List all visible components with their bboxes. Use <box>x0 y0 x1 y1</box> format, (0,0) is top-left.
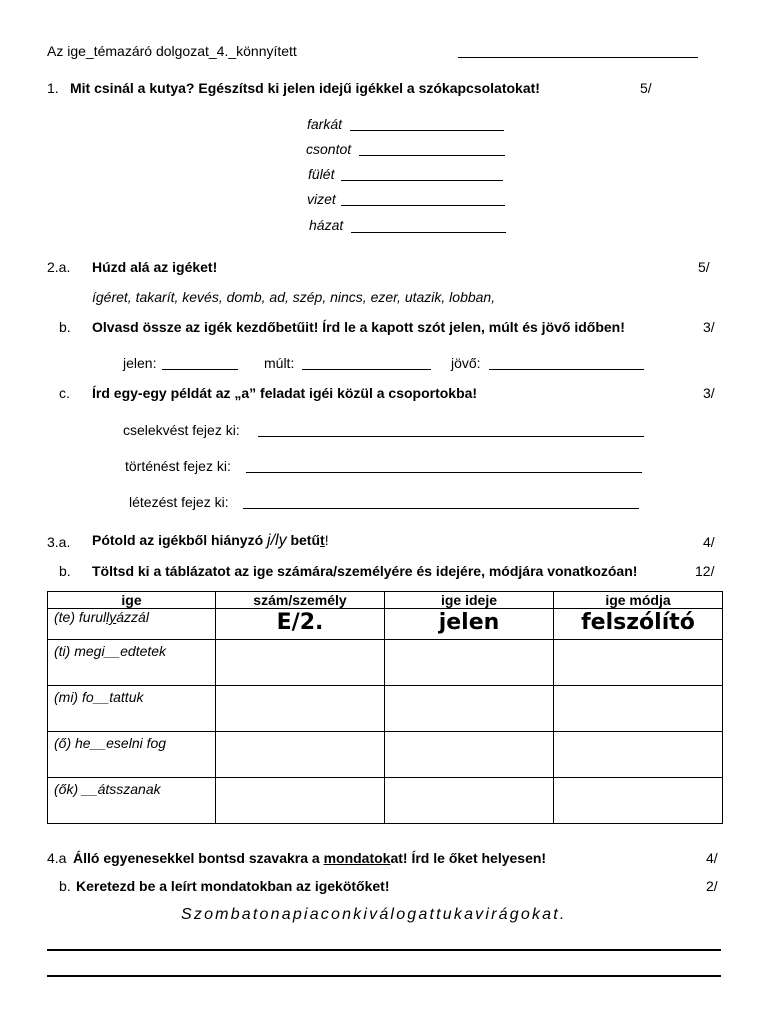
task3b-number: b. <box>59 563 71 579</box>
example-verb: (te) furullyázzál <box>48 609 216 640</box>
task1-number: 1. <box>47 80 59 96</box>
tense-cell[interactable] <box>385 640 554 686</box>
task1-answer-line[interactable] <box>341 180 503 181</box>
task3b-instruction: Töltsd ki a táblázatot az ige számára/személyére és idejére, módjára vonatkozóan! <box>92 563 638 579</box>
unsegmented-sentence: Szombatonapiaconkiválogattukavirágokat. <box>181 906 567 923</box>
task4b-points: 2/ <box>706 878 718 894</box>
event-answer-line[interactable] <box>246 472 642 473</box>
number-person-cell[interactable] <box>216 686 385 732</box>
number-person-cell[interactable] <box>216 640 385 686</box>
table-header: ige módja <box>554 592 723 609</box>
example-tense: jelen <box>385 609 554 640</box>
answer-line[interactable] <box>47 975 721 977</box>
tense-cell[interactable] <box>385 778 554 824</box>
task2a-word-list[interactable]: ígéret, takarít, kevés, domb, ad, szép, nincs, ezer, utazik, lobban, <box>92 289 496 305</box>
example-number-person: E/2. <box>216 609 385 640</box>
being-label: létezést fejez ki: <box>129 494 229 510</box>
answer-line[interactable] <box>47 949 721 951</box>
action-label: cselekvést fejez ki: <box>123 422 240 438</box>
task2b-number: b. <box>59 319 71 335</box>
table-row-example <box>48 609 723 640</box>
verb-cell[interactable]: (ő) he__eselni fog <box>48 732 216 778</box>
mood-cell[interactable] <box>554 640 723 686</box>
task2a-points: 5/ <box>698 259 710 275</box>
tense-cell[interactable] <box>385 732 554 778</box>
table-header: ige <box>48 592 216 609</box>
present-label: jelen: <box>123 355 157 371</box>
task2a-instruction: Húzd alá az igéket! <box>92 259 218 275</box>
task4a-points: 4/ <box>706 850 718 866</box>
task3a-instruction: Pótold az igékből hiányzó j/ly betűt! <box>92 532 329 549</box>
task3b-points: 12/ <box>695 563 715 579</box>
past-label: múlt: <box>264 355 295 371</box>
mood-cell[interactable] <box>554 778 723 824</box>
task4a-instruction: Álló egyenesekkel bontsd szavakra a mondatokat! Írd le őket helyesen! <box>73 850 547 866</box>
task1-answer-line[interactable] <box>359 155 505 156</box>
mood-cell[interactable] <box>554 686 723 732</box>
task4b-instruction: Keretezd be a leírt mondatokban az igekötőket! <box>76 878 390 894</box>
table-header-row <box>48 592 723 609</box>
future-answer-line[interactable] <box>489 369 644 370</box>
task1-word: fülét <box>308 166 335 182</box>
verb-cell[interactable]: (ti) megi__edtetek <box>48 640 216 686</box>
task1-answer-line[interactable] <box>341 205 505 206</box>
task1-answer-line[interactable] <box>350 130 504 131</box>
task3a-number: 3.a. <box>47 534 71 550</box>
task1-answer-line[interactable] <box>351 232 506 233</box>
task2a-number: 2.a. <box>47 259 71 275</box>
action-answer-line[interactable] <box>258 436 644 437</box>
table-row <box>48 640 723 686</box>
task1-word: házat <box>309 217 344 233</box>
task3a-points: 4/ <box>703 534 715 550</box>
task2b-instruction: Olvasd össze az igék kezdőbetűit! Írd le a kapott szót jelen, múlt és jövő időben! <box>92 319 625 335</box>
name-line[interactable] <box>458 57 698 58</box>
verb-cell[interactable]: (mi) fo__tattuk <box>48 686 216 732</box>
table-header: szám/személy <box>216 592 385 609</box>
task1-word: vizet <box>307 191 336 207</box>
task1-word: farkát <box>307 116 343 132</box>
task1-points: 5/ <box>640 80 652 96</box>
future-label: jövő: <box>451 355 481 371</box>
example-mood: felszólító <box>554 609 723 640</box>
task2b-points: 3/ <box>703 319 715 335</box>
tense-cell[interactable] <box>385 686 554 732</box>
task4a-number: 4.a <box>47 850 67 866</box>
task1-instruction: Mit csinál a kutya? Egészítsd ki jelen idejű igékkel a szókapcsolatokat! <box>70 80 540 96</box>
verb-table <box>47 591 723 824</box>
verb-cell[interactable]: (ők) __átsszanak <box>48 778 216 824</box>
table-row <box>48 778 723 824</box>
present-answer-line[interactable] <box>162 369 238 370</box>
task1-word: csontot <box>306 141 352 157</box>
task2c-points: 3/ <box>703 385 715 401</box>
mood-cell[interactable] <box>554 732 723 778</box>
task4b-number: b. <box>59 878 71 894</box>
table-row <box>48 732 723 778</box>
being-answer-line[interactable] <box>243 508 639 509</box>
number-person-cell[interactable] <box>216 732 385 778</box>
event-label: történést fejez ki: <box>125 458 231 474</box>
document-title: Az ige_témazáró dolgozat_4._könnyített <box>47 43 297 59</box>
number-person-cell[interactable] <box>216 778 385 824</box>
task2c-number: c. <box>59 385 70 401</box>
table-header: ige ideje <box>385 592 554 609</box>
past-answer-line[interactable] <box>302 369 431 370</box>
table-row <box>48 686 723 732</box>
task2c-instruction: Írd egy-egy példát az „a” feladat igéi közül a csoportokba! <box>92 385 478 401</box>
